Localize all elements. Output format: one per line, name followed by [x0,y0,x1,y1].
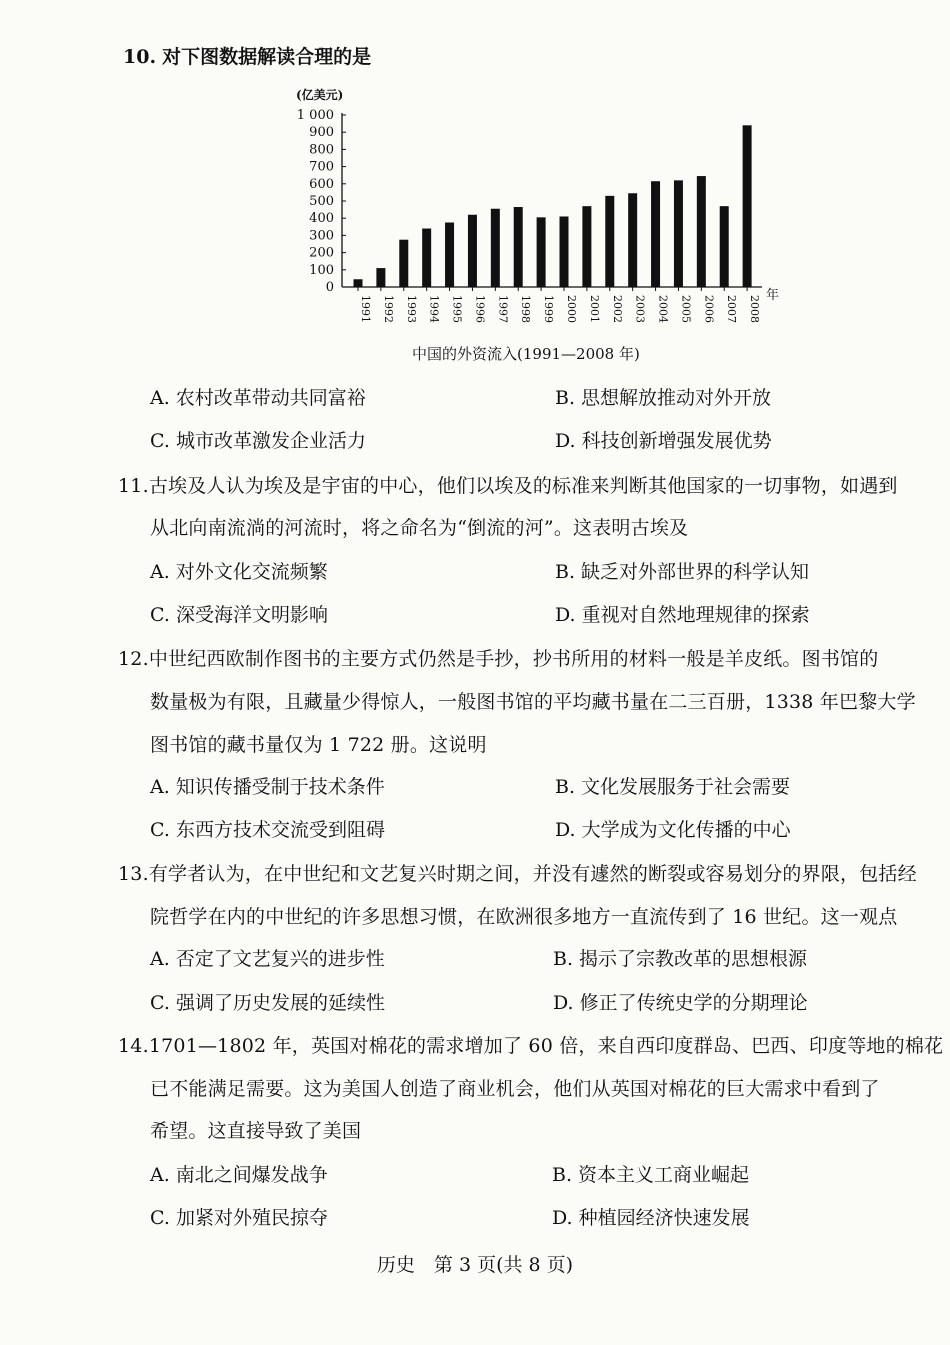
x-axis-label: 年 [766,288,780,303]
question-11-line-1 [118,476,898,496]
question-11-line-2: 从北向南流淌的河流时，将之命名为“倒流的河”。这表明古埃及 [150,517,689,539]
x-tick-label-2007: 2007 [725,295,739,323]
q13-option-d[interactable]: D. 修正了传统史学的分期理论 [553,992,808,1014]
bar-2006 [697,176,706,287]
y-tick-label: 400 [309,211,334,227]
question-13-line-1 [118,864,917,884]
q13-option-c[interactable]: C. 强调了历史发展的延续性 [150,992,385,1014]
question-13-line-2: 院哲学在内的中世纪的许多思想习惯，在欧洲很多地方一直流传到了 16 世纪。这一观点 [150,906,898,928]
x-tick-label-2002: 2002 [610,295,624,323]
question-12-line-3: 图书馆的藏书量仅为 1 722 册。这说明 [150,734,487,756]
q11-option-d[interactable]: D. 重视对自然地理规律的探索 [555,604,810,626]
question-number: 14. [118,1035,149,1057]
question-12-line-2: 数量极为有限，且藏量少得惊人，一般图书馆的平均藏书量在二三百册，1338 年巴黎大学 [150,691,916,713]
q14-option-c[interactable]: C. 加紧对外殖民掠夺 [150,1207,328,1229]
q12-option-c[interactable]: C. 东西方技术交流受到阻碍 [150,819,385,841]
bar-2004 [651,181,660,287]
x-tick-label-2001: 2001 [587,295,601,323]
bar-2001 [582,206,591,287]
question-text: 对下图数据解读合理的是 [162,46,372,68]
q14-option-d[interactable]: D. 种植园经济快速发展 [552,1207,750,1229]
bar-1999 [537,217,546,287]
q10-option-b[interactable]: B. 思想解放推动对外开放 [555,387,772,409]
question-number: 12. [118,648,149,670]
x-tick-label-1994: 1994 [427,295,441,323]
x-tick-label-1996: 1996 [473,295,487,323]
question-number: 11. [118,475,149,497]
bar-1998 [514,207,523,287]
chart-caption: 中国的外资流入(1991—2008 年) [412,345,640,363]
x-tick-label-2005: 2005 [679,295,693,323]
q13-option-a[interactable]: A. 否定了文艺复兴的进步性 [150,948,385,970]
q10-option-c[interactable]: C. 城市改革激发企业活力 [150,430,366,452]
y-tick-label: 100 [309,262,334,278]
x-tick-label-1992: 1992 [381,295,395,323]
y-tick-label: 600 [309,176,334,192]
x-tick-label-2004: 2004 [656,295,670,323]
y-tick-label: 300 [309,228,334,244]
q14-option-b[interactable]: B. 资本主义工商业崛起 [552,1164,750,1186]
y-tick-label: 200 [309,245,334,261]
q10-option-a[interactable]: A. 农村改革带动共同富裕 [150,387,366,409]
bar-1995 [445,223,454,288]
bar-1992 [376,268,385,287]
q11-option-a[interactable]: A. 对外文化交流频繁 [150,561,328,583]
q10-option-d[interactable]: D. 科技创新增强发展优势 [555,430,772,452]
y-tick-label: 700 [309,159,334,175]
q11-option-c[interactable]: C. 深受海洋文明影响 [150,604,328,626]
question-12-line-1 [118,649,878,669]
q14-option-a[interactable]: A. 南北之间爆发战争 [150,1164,328,1186]
y-tick-label: 500 [309,194,334,209]
q12-option-a[interactable]: A. 知识传播受制于技术条件 [150,776,385,798]
question-14-line-3: 希望。这直接导致了美国 [150,1120,362,1142]
q11-option-b[interactable]: B. 缺乏对外部世界的科学认知 [555,561,810,583]
question-text: 古埃及人认为埃及是宇宙的中心，他们以埃及的标准来判断其他国家的一切事物，如遇到 [148,475,898,497]
question-text: 有学者认为，在中世纪和文艺复兴时期之间，并没有遽然的断裂或容易划分的界限，包括经 [148,863,917,885]
question-14-line-1 [118,1036,943,1056]
bar-2007 [720,206,729,287]
bar-1994 [422,229,431,287]
bar-2003 [628,193,637,287]
bar-2002 [605,196,614,287]
y-tick-label: 800 [309,142,334,158]
x-tick-label-1997: 1997 [496,295,510,323]
x-tick-label-2006: 2006 [702,295,716,323]
bar-2005 [674,180,683,287]
bar-1991 [354,279,363,287]
x-tick-label-2003: 2003 [633,295,647,323]
x-tick-label-2000: 2000 [565,295,578,323]
question-14-line-2: 已不能满足需要。这为美国人创造了商业机会，他们从英国对棉花的巨大需求中看到了 [150,1078,880,1100]
x-tick-label-1998: 1998 [519,295,533,323]
bar-2008 [743,125,752,287]
x-tick-label-1993: 1993 [404,295,418,323]
page-footer: 历史 第 3 页(共 8 页) [376,1254,574,1276]
foreign-investment-bar-chart [270,80,790,345]
x-tick-label-1995: 1995 [450,295,464,323]
question-text: 1701—1802 年，英国对棉花的需求增加了 60 倍，来自西印度群岛、巴西、印度等地的棉花 [148,1035,944,1057]
y-tick-label: 900 [309,125,334,141]
bar-1996 [468,215,477,287]
x-tick-label-1999: 1999 [542,295,556,323]
q13-option-b[interactable]: B. 揭示了宗教改革的思想根源 [553,948,808,970]
y-axis-label: (亿美元) [296,88,344,102]
bar-1997 [491,209,500,287]
y-tick-label: 0 [325,280,334,295]
x-tick-label-1991: 1991 [359,295,372,323]
y-tick-label: 1 000 [296,108,334,123]
question-number: 13. [118,863,149,885]
bar-2000 [560,216,569,287]
q12-option-d[interactable]: D. 大学成为文化传播的中心 [555,819,791,841]
question-text: 中世纪西欧制作图书的主要方式仍然是手抄，抄书所用的材料一般是羊皮纸。图书馆的 [148,648,879,670]
question-10-stem [123,47,371,67]
question-number: 10. [123,46,157,68]
q12-option-b[interactable]: B. 文化发展服务于社会需要 [555,776,791,798]
x-tick-label-2008: 2008 [748,295,762,323]
bar-1993 [399,240,408,287]
